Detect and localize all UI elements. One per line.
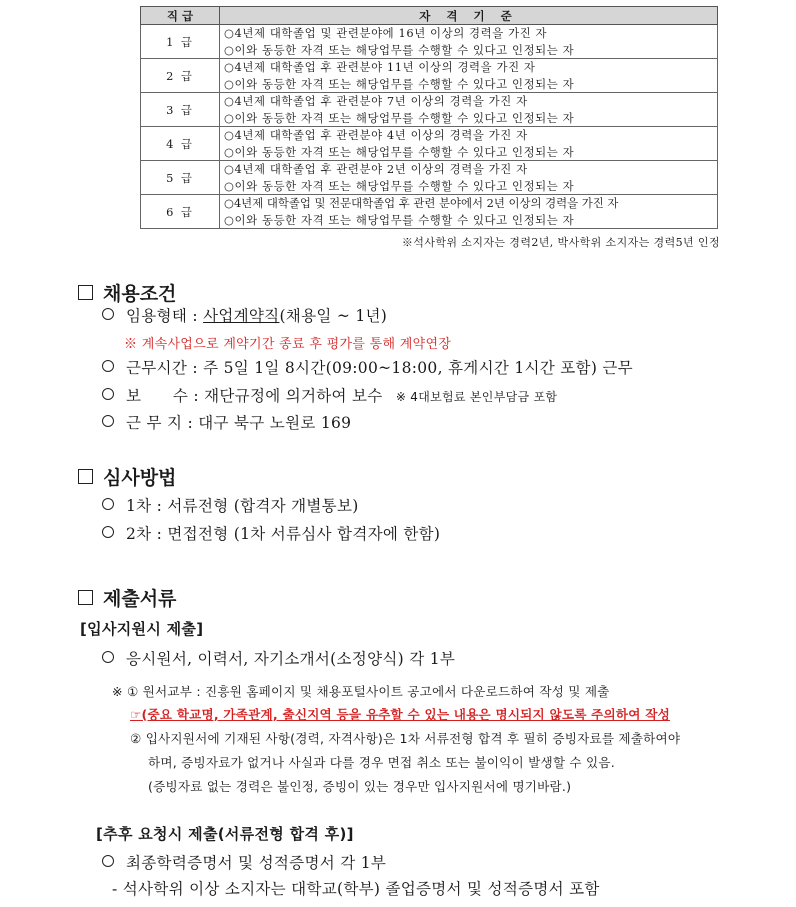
note-warning: ☞(중요 학교명, 가족관계, 출신지역 등을 유추할 수 있는 내용은 명시되지 않도록 주의하여 작성 <box>130 707 670 722</box>
section-title: 심사방법 <box>103 467 177 489</box>
working-hours <box>102 356 633 378</box>
screening-step-1 <box>102 494 359 516</box>
circle-bullet-icon <box>102 855 114 867</box>
employment-type <box>102 304 387 326</box>
apply-documents-text: 응시원서, 이력서, 자기소개서(소정양식) 각 1부 <box>126 650 456 668</box>
table-row <box>141 161 718 195</box>
table-note: ※석사학위 소지자는 경력2년, 박사학위 소지자는 경력5년 인정 <box>401 236 720 249</box>
table-row <box>141 195 718 229</box>
section-title: 제출서류 <box>103 588 177 610</box>
criteria-line: ○4년제 대학졸업 후 관련분야 11년 이상의 경력을 가진 자 <box>224 60 536 74</box>
work-location-text: 근 무 지 : 대구 북구 노원로 169 <box>126 414 352 432</box>
criteria-line: ○4년제 대학졸업 후 관련분야 4년 이상의 경력을 가진 자 <box>224 128 528 142</box>
pay <box>102 384 557 406</box>
circle-bullet-icon <box>102 308 114 320</box>
criteria-cell <box>220 25 718 59</box>
circle-bullet-icon <box>102 415 114 427</box>
checkbox-square-icon <box>78 590 93 605</box>
grade-cell: 2 급 <box>141 59 220 93</box>
section-screening-heading <box>78 463 176 490</box>
circle-bullet-icon <box>102 526 114 538</box>
grade-cell: 3 급 <box>141 93 220 127</box>
criteria-line: ○이와 동등한 자격 또는 해당업무를 수행할 수 있다고 인정되는 자 <box>224 110 575 125</box>
work-location <box>102 411 351 433</box>
criteria-line: ○4년제 대학졸업 후 관련분야 7년 이상의 경력을 가진 자 <box>224 94 528 108</box>
criteria-line: ○이와 동등한 자격 또는 해당업무를 수행할 수 있다고 인정되는 자 <box>224 76 575 91</box>
section-documents-heading <box>78 584 176 611</box>
criteria-line: ○4년제 대학졸업 및 관련분야에 16년 이상의 경력을 가진 자 <box>224 26 548 40</box>
later-documents-text: 최종학력증명서 및 성적증명서 각 1부 <box>126 854 387 872</box>
criteria-cell <box>220 195 718 229</box>
grade-cell: 5 급 <box>141 161 220 195</box>
later-documents-item <box>102 851 386 873</box>
apply-documents-item <box>102 647 455 669</box>
grade-cell: 4 급 <box>141 127 220 161</box>
pay-note: ※ 4대보험료 본인부담금 포함 <box>395 390 558 404</box>
table-row <box>141 93 718 127</box>
circle-bullet-icon <box>102 498 114 510</box>
header-grade: 직 급 <box>141 7 220 25</box>
screening-step-text: 1차 : 서류전형 (합격자 개별통보) <box>126 497 359 515</box>
criteria-line: ○이와 동등한 자격 또는 해당업무를 수행할 수 있다고 인정되는 자 <box>224 42 575 57</box>
apply-documents-heading: [입사지원시 제출] <box>80 620 204 638</box>
note-evidence-line-3: (증빙자료 없는 경력은 불인정, 증빙이 있는 경우만 입사지원서에 명기바람.) <box>148 779 572 794</box>
employment-type-note: ※ 계속사업으로 계약기간 종료 후 평가를 통해 계약연장 <box>124 337 452 352</box>
grade-cell: 6 급 <box>141 195 220 229</box>
later-documents-sub: - 석사학위 이상 소지자는 대학교(학부) 졸업증명서 및 성적증명서 포함 <box>112 880 600 898</box>
criteria-line: ○4년제 대학졸업 및 전문대학졸업 후 관련 분야에서 2년 이상의 경력을 가진 자 <box>224 196 619 210</box>
criteria-line: ○이와 동등한 자격 또는 해당업무를 수행할 수 있다고 인정되는 자 <box>224 178 575 193</box>
working-hours-text: 근무시간 : 주 5일 1일 8시간(09:00~18:00, 휴게시간 1시간 포함) 근무 <box>126 359 633 377</box>
criteria-line: ○이와 동등한 자격 또는 해당업무를 수행할 수 있다고 인정되는 자 <box>224 144 575 159</box>
checkbox-square-icon <box>78 469 93 484</box>
section-title: 채용조건 <box>103 283 177 305</box>
note-application-form: ※ ① 원서교부 : 진흥원 홈페이지 및 채용포털사이트 공고에서 다운로드하여 작성 및 제출 <box>112 684 610 699</box>
table-row <box>141 59 718 93</box>
employment-type-label: 임용형태 : <box>126 307 204 325</box>
criteria-line: ○4년제 대학졸업 후 관련분야 2년 이상의 경력을 가진 자 <box>224 162 528 176</box>
table-row <box>141 127 718 161</box>
criteria-line: ○이와 동등한 자격 또는 해당업무를 수행할 수 있다고 인정되는 자 <box>224 212 575 227</box>
screening-step-text: 2차 : 면접전형 (1차 서류심사 합격자에 한함) <box>126 525 441 543</box>
section-employment-heading <box>78 279 176 306</box>
employment-type-suffix: (채용일 ~ 1년) <box>279 307 388 325</box>
criteria-cell <box>220 127 718 161</box>
circle-bullet-icon <box>102 651 114 663</box>
table-row <box>141 25 718 59</box>
criteria-cell <box>220 59 718 93</box>
criteria-cell <box>220 93 718 127</box>
table-header-row <box>141 7 718 25</box>
qualification-table <box>140 6 718 229</box>
circle-bullet-icon <box>102 360 114 372</box>
pay-text: 보 수 : 재단규정에 의거하여 보수 <box>126 387 383 405</box>
employment-type-value: 사업계약직 <box>203 307 280 325</box>
grade-cell: 1 급 <box>141 25 220 59</box>
circle-bullet-icon <box>102 388 114 400</box>
screening-step-2 <box>102 522 440 544</box>
later-documents-heading: [추후 요청시 제출(서류전형 합격 후)] <box>96 825 354 843</box>
note-evidence-line-1: ② 입사지원서에 기재된 사항(경력, 자격사항)은 1차 서류전형 합격 후 필히 증빙자료를 제출하여야 <box>130 731 681 746</box>
note-evidence-line-2: 하며, 증빙자료가 없거나 사실과 다를 경우 면접 취소 또는 불이익이 발생할 수 있음. <box>148 755 615 770</box>
checkbox-square-icon <box>78 285 93 300</box>
header-criteria: 자 격 기 준 <box>220 7 718 25</box>
criteria-cell <box>220 161 718 195</box>
